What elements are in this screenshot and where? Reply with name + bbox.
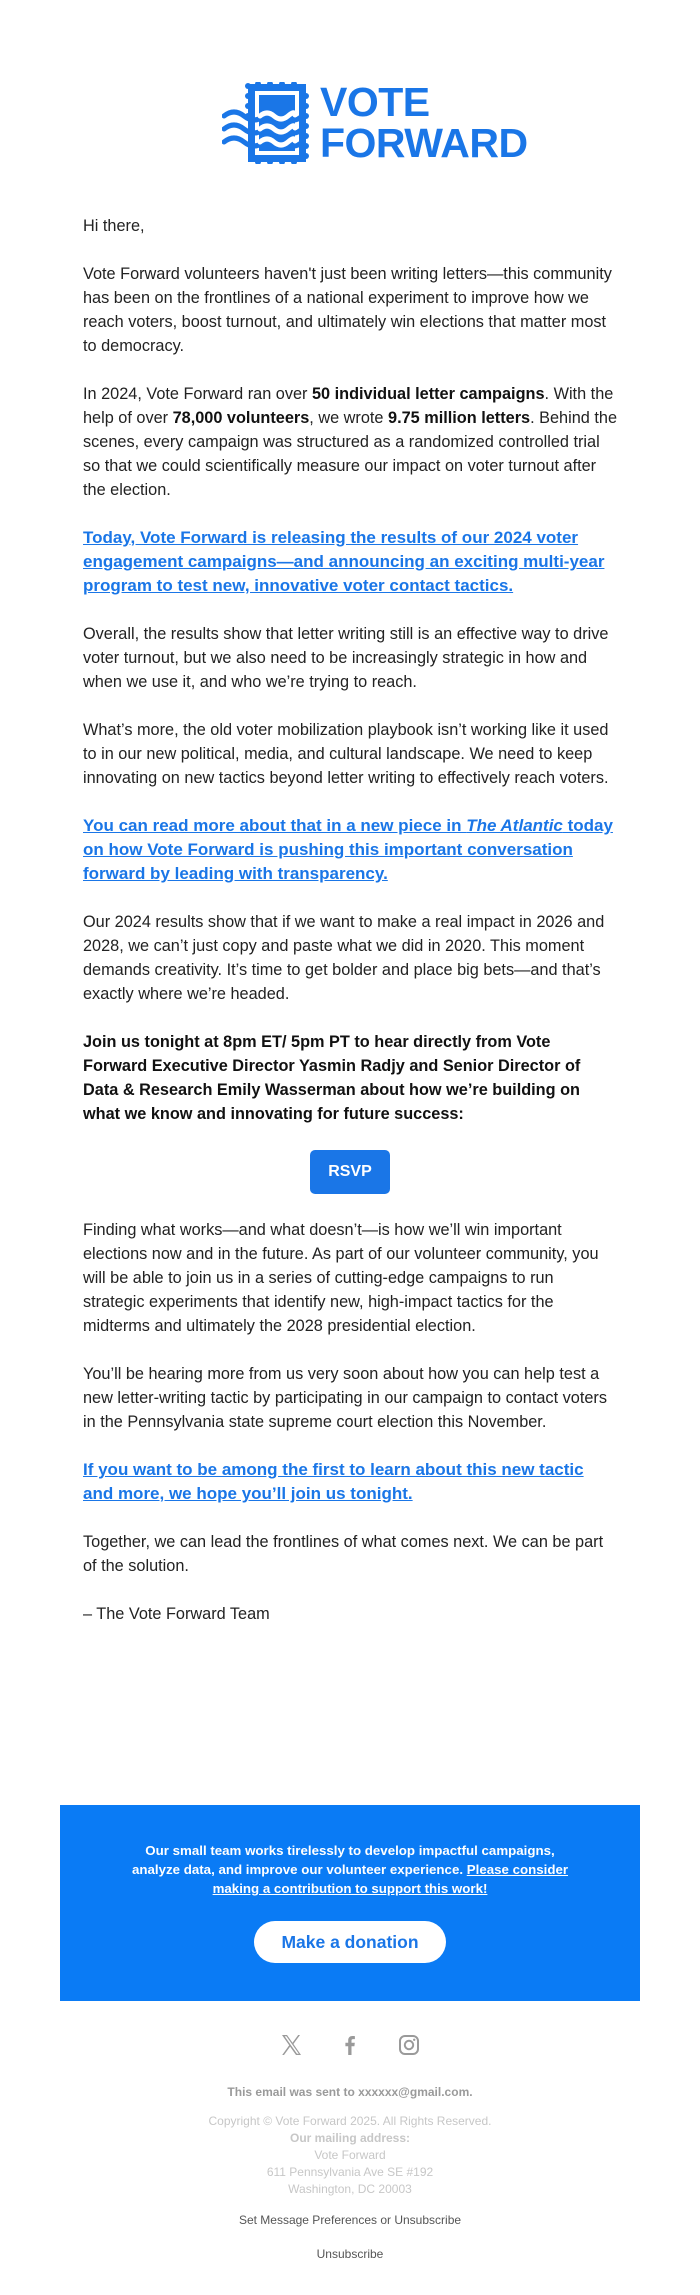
event-invitation: Join us tonight at 8pm ET/ 5pm PT to hear directly from Vote Forward Executive Director Yasmin Radjy and Senior Director of Data & Research Emily Wasserman about how we’re building on what we know and innovating for future success: <box>83 1033 581 1123</box>
paragraph-finding: Finding what works—and what doesn’t—is how we’ll win important elections now and in the future. As part of our volunteer community, you will be able to join us in a series of cutting-edge campaigns to run strategic experiments that identify new, high-impact tactics for the midterms and ultimately the 2028 presidential election. <box>83 1221 599 1335</box>
text: You can read more about that in a new piece in <box>83 816 467 835</box>
paragraph-playbook: What’s more, the old voter mobilization playbook isn’t working like it used to in our new political, media, and cultural landscape. We need to keep innovating on new tactics beyond letter writing to effectively reach voters. <box>83 721 609 787</box>
street-address: 611 Pennsylvania Ave SE #192 <box>266 2165 434 2179</box>
join-link-paragraph <box>83 1458 617 1506</box>
volunteer-count: 78,000 volunteers <box>172 409 310 427</box>
sent-to-line <box>0 2084 700 2101</box>
logo-line-2: FORWARD <box>320 120 528 166</box>
text: . With the help of over <box>83 385 614 427</box>
contribution-link[interactable]: Please consider making a contribution to support this work! <box>212 1862 569 1896</box>
recipient-email: xxxxxx@gmail.com <box>358 2085 470 2099</box>
paragraph-results: Overall, the results show that letter writing still is an effective way to drive voter turnout, but we also need to be increasingly strategic in how and when we use it, and who we’re trying to reach. <box>83 625 609 691</box>
greeting: Hi there, <box>83 217 145 235</box>
atlantic-link[interactable] <box>83 816 613 883</box>
text: . Behind the scenes, every campaign was structured as a randomized controlled trial so that we could scientifically measure our impact on voter turnout after the election. <box>83 409 617 499</box>
rsvp-button[interactable]: RSVP <box>310 1150 390 1194</box>
text: today on how Vote Forward is pushing this important conversation forward by leading with transparency. <box>83 816 613 883</box>
atlantic-link-paragraph <box>83 814 617 886</box>
paragraph-2026: Our 2024 results show that if we want to make a real impact in 2026 and 2028, we can’t just copy and paste what we did in 2020. This moment demands creativity. It’s time to get bolder and place big bets—and that’s exactly where we’re headed. <box>83 913 605 1003</box>
email-body <box>83 214 617 1650</box>
results-link-paragraph <box>83 526 617 598</box>
text: Our small team works tirelessly to develop impactful campaigns, analyze data, and improve our volunteer experience. <box>131 1843 555 1877</box>
logo-line-1: VOTE <box>320 79 430 125</box>
preferences-link[interactable]: Set Message Preferences or Unsubscribe <box>238 2213 462 2227</box>
join-tonight-link[interactable]: If you want to be among the first to learn about this new tactic and more, we hope you’ll join us tonight. <box>83 1460 584 1503</box>
paragraph-pennsylvania: You’ll be hearing more from us very soon about how you can help test a new letter-writing tactic by participating in our campaign to contact voters in the Pennsylvania state supreme court election this November. <box>83 1365 607 1431</box>
letter-count: 9.75 million letters <box>388 409 531 427</box>
instagram-icon[interactable] <box>397 2033 421 2057</box>
campaign-count: 50 individual letter campaigns <box>311 385 545 403</box>
text: . <box>469 2085 473 2099</box>
rsvp-container <box>83 1150 617 1194</box>
text: , we wrote <box>309 409 389 427</box>
unsubscribe-link[interactable]: Unsubscribe <box>316 2247 384 2261</box>
paragraph-intro: Vote Forward volunteers haven't just been writing letters—this community has been on the frontlines of a national experiment to improve how we reach voters, boost turnout, and ultimately win elections that matter most to democracy. <box>83 265 612 355</box>
copyright: Copyright © Vote Forward 2025. All Rights Reserved. <box>208 2114 492 2128</box>
org-name: Vote Forward <box>314 2148 386 2162</box>
footer-address-block <box>0 2113 700 2198</box>
vote-forward-logo[interactable] <box>222 79 528 166</box>
envelope-stamp-icon <box>222 82 310 164</box>
city-address: Washington, DC 20003 <box>288 2182 412 2196</box>
results-link[interactable]: Today, Vote Forward is releasing the results of our 2024 voter engagement campaigns—and announcing an exciting multi-year program to test new, innovative voter contact tactics. <box>83 528 605 595</box>
paragraph-together: Together, we can lead the frontlines of what comes next. We can be part of the solution. <box>83 1533 604 1575</box>
social-links <box>0 2033 700 2059</box>
donation-banner <box>60 1805 640 2001</box>
text: This email was sent to <box>227 2085 359 2099</box>
mailing-address-label: Our mailing address: <box>289 2131 411 2145</box>
publication-name: The Atlantic <box>466 816 563 835</box>
signoff: – The Vote Forward Team <box>83 1605 270 1623</box>
x-icon[interactable] <box>279 2033 303 2057</box>
facebook-icon[interactable] <box>338 2033 362 2057</box>
paragraph-2024-stats <box>83 382 617 502</box>
text: In 2024, Vote Forward ran over <box>83 385 312 403</box>
banner-text <box>125 1841 575 1898</box>
logo-wordmark <box>320 79 528 166</box>
donate-button[interactable]: Make a donation <box>254 1921 446 1963</box>
